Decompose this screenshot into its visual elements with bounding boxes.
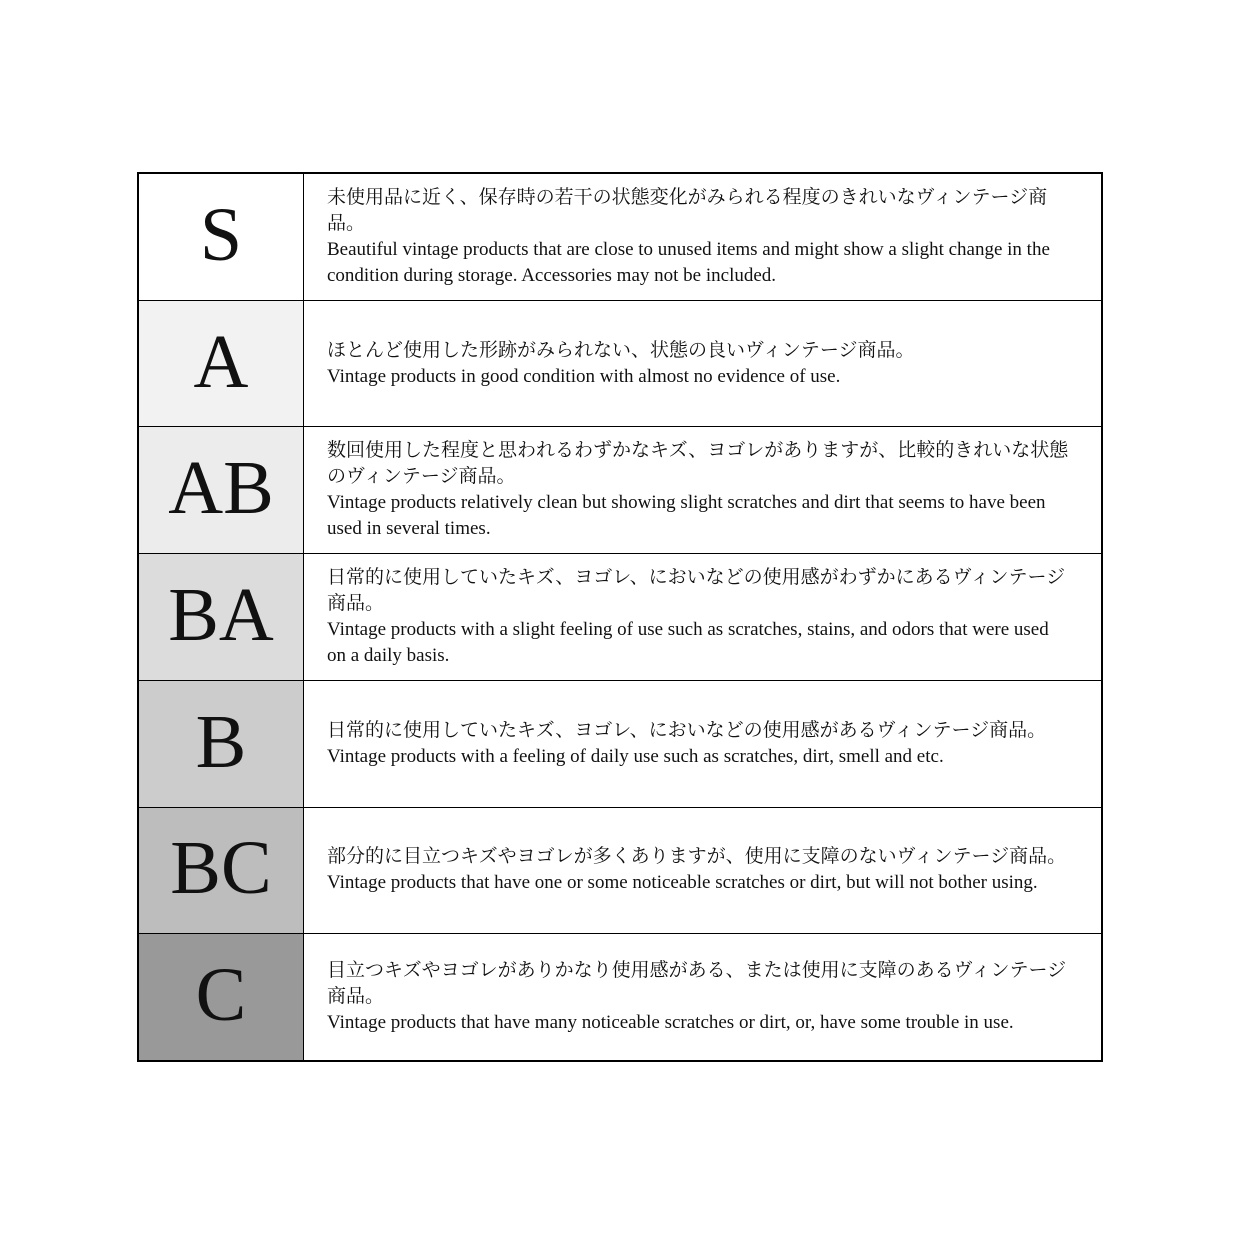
description-japanese: 数回使用した程度と思われるわずかなキズ、ヨゴレがありますが、比較的きれいな状態のヴィンテージ商品。 — [327, 440, 1069, 488]
grade-row-ab — [139, 427, 1101, 554]
grade-row-c — [139, 934, 1101, 1060]
description-english: Vintage products that have many noticeable scratches or dirt, or, have some trouble in use. — [327, 1012, 1014, 1034]
grade-label-b: B — [195, 699, 247, 784]
grade-cell-b — [139, 681, 304, 807]
description-japanese: 部分的に目立つキズやヨゴレが多くありますが、使用に支障のないヴィンテージ商品。 — [327, 846, 1067, 868]
grade-row-s — [139, 174, 1101, 301]
grade-cell-bc — [139, 808, 304, 934]
description-cell-a — [304, 301, 1101, 427]
description-english: Vintage products that have one or some noticeable scratches or dirt, but will not bother using. — [327, 872, 1038, 894]
grade-row-b — [139, 681, 1101, 808]
description-cell-b — [304, 681, 1101, 807]
grade-label-ab: AB — [168, 446, 274, 531]
description-cell-ba — [304, 554, 1101, 680]
description-english: Beautiful vintage products that are close to unused items and might show a slight change in the condition during storage. Accessories may not be included. — [327, 238, 1050, 286]
grade-cell-c — [139, 934, 304, 1060]
description-english: Vintage products with a feeling of daily use such as scratches, dirt, smell and etc. — [327, 745, 944, 767]
description-japanese: 日常的に使用していたキズ、ヨゴレ、においなどの使用感がわずかにあるヴィンテージ商品。 — [327, 567, 1066, 615]
grade-cell-s — [139, 174, 304, 300]
grade-cell-ba — [139, 554, 304, 680]
description-japanese: 日常的に使用していたキズ、ヨゴレ、においなどの使用感があるヴィンテージ商品。 — [327, 719, 1047, 741]
grade-cell-a — [139, 301, 304, 427]
grade-cell-ab — [139, 427, 304, 553]
description-cell-s — [304, 174, 1101, 300]
condition-grade-table — [137, 172, 1103, 1062]
description-cell-c — [304, 934, 1101, 1060]
description-japanese: ほとんど使用した形跡がみられない、状態の良いヴィンテージ商品。 — [327, 339, 915, 361]
grade-label-ba: BA — [168, 573, 274, 658]
description-japanese: 目立つキズやヨゴレがありかなり使用感がある、または使用に支障のあるヴィンテージ商品。 — [327, 960, 1067, 1008]
description-english: Vintage products relatively clean but showing slight scratches and dirt that seems to have been used in several times. — [327, 492, 1046, 540]
grade-row-ba — [139, 554, 1101, 681]
grade-row-bc — [139, 808, 1101, 935]
grade-label-bc: BC — [170, 826, 272, 911]
description-english: Vintage products with a slight feeling of use such as scratches, stains, and odors that were used on a daily basis. — [327, 619, 1049, 667]
grade-label-s: S — [199, 192, 243, 277]
grade-row-a — [139, 301, 1101, 428]
description-cell-bc — [304, 808, 1101, 934]
grade-label-a: A — [193, 319, 249, 404]
grade-label-c: C — [195, 953, 247, 1038]
description-cell-ab — [304, 427, 1101, 553]
description-japanese: 未使用品に近く、保存時の若干の状態変化がみられる程度のきれいなヴィンテージ商品。 — [327, 186, 1048, 234]
description-english: Vintage products in good condition with almost no evidence of use. — [327, 365, 841, 387]
